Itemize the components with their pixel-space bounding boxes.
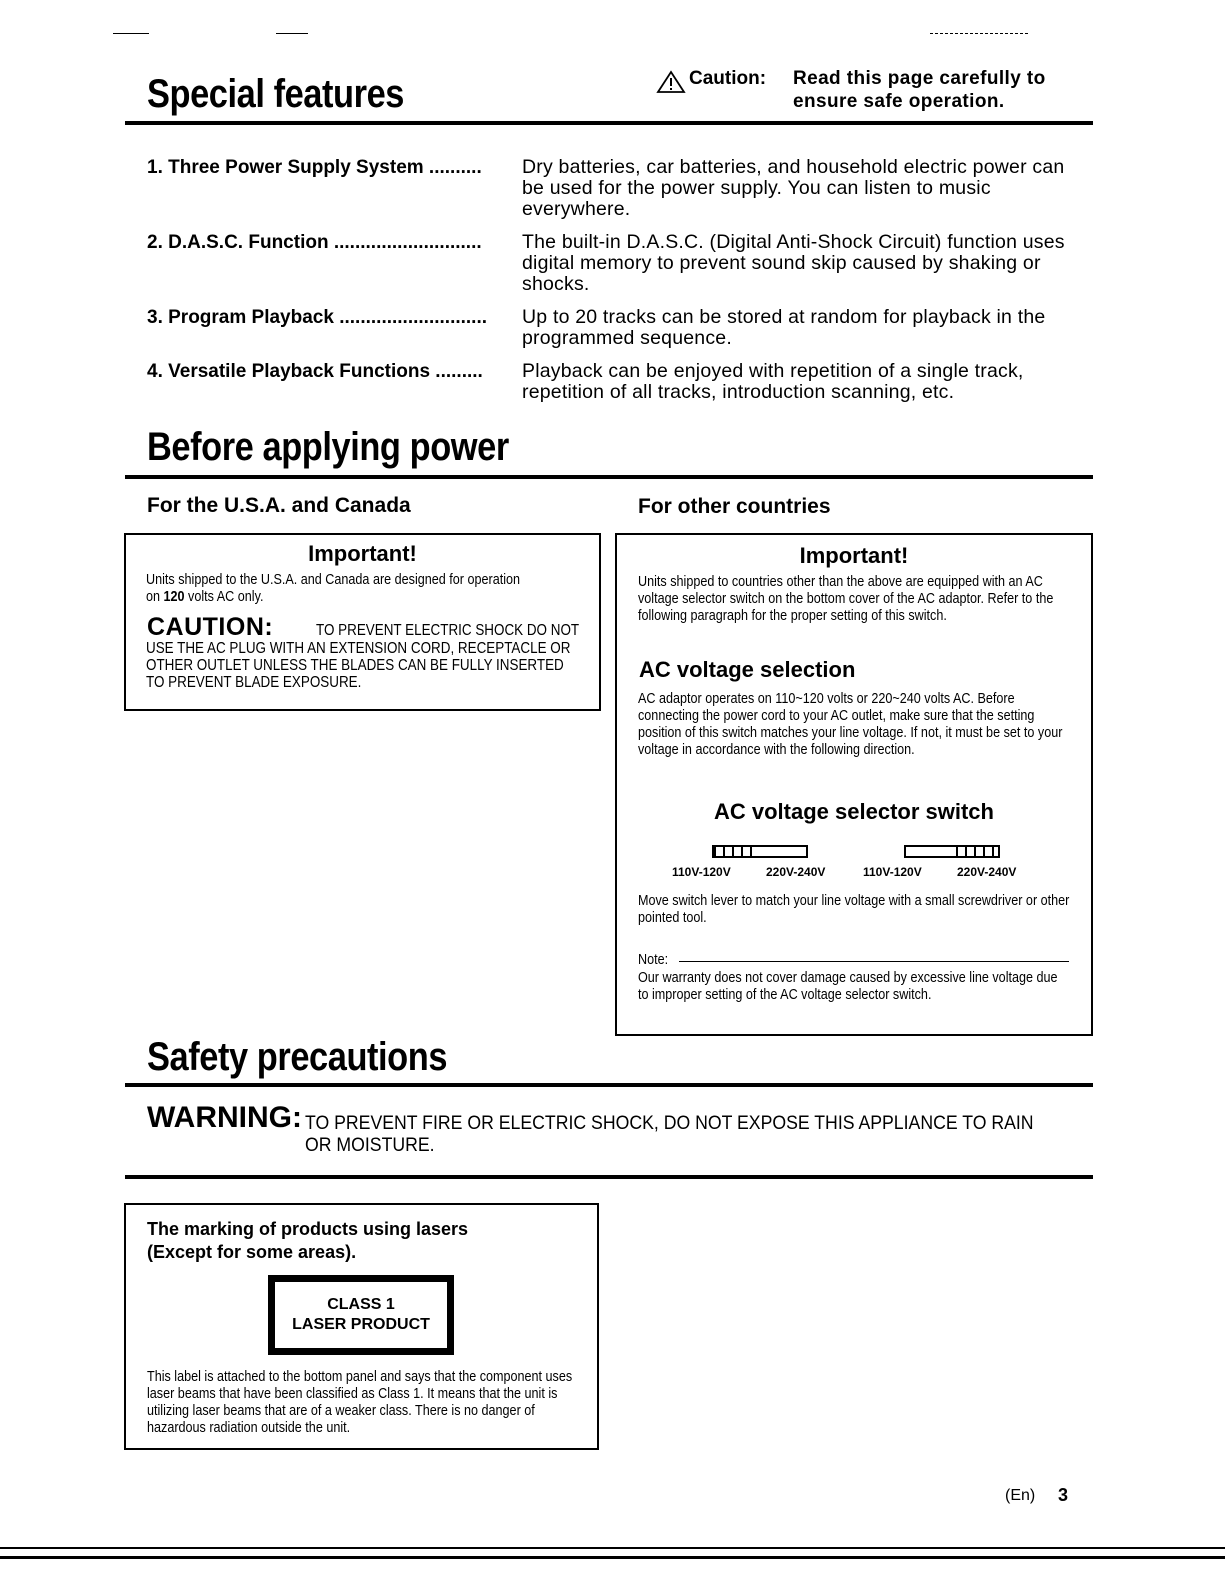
warning-rule bbox=[125, 1175, 1093, 1179]
switch-label-2: 220V-240V bbox=[766, 865, 826, 879]
laser-box bbox=[124, 1203, 599, 1450]
header-rule bbox=[125, 121, 1093, 125]
feature-title-3: 3. Program Playback ............................ bbox=[147, 307, 488, 328]
usa-text-2-post: volts AC only. bbox=[184, 588, 264, 605]
usa-caution-label: CAUTION: bbox=[147, 613, 274, 641]
safety-rule bbox=[125, 1083, 1093, 1087]
usa-text-line-1: Units shipped to the U.S.A. and Canada are designed for operation bbox=[146, 571, 521, 588]
laser-heading-2: (Except for some areas). bbox=[147, 1242, 357, 1262]
laser-label-inner bbox=[275, 1282, 447, 1348]
other-heading: For other countries bbox=[638, 495, 831, 518]
scan-mark bbox=[930, 33, 1028, 34]
usa-important-title: Important! bbox=[308, 541, 417, 566]
caution-text-2: ensure safe operation. bbox=[793, 91, 1005, 112]
feature-title-4: 4. Versatile Playback Functions ......... bbox=[147, 361, 483, 382]
usa-caution-line-1: TO PREVENT ELECTRIC SHOCK DO NOT bbox=[316, 622, 580, 639]
page-language: (En) bbox=[1005, 1487, 1036, 1504]
scan-mark bbox=[276, 33, 308, 34]
section-title-safety: Safety precautions bbox=[147, 1035, 448, 1079]
warning-label: WARNING: bbox=[147, 1101, 302, 1134]
usa-caution-line-4: TO PREVENT BLADE EXPOSURE. bbox=[146, 674, 362, 691]
laser-text: This label is attached to the bottom panel and says that the component uses laser beams that have been classified as Class 1. It means that the unit is utilizing laser beams that are of a weaker class. There is no danger of hazardous radiation outside the unit. bbox=[147, 1368, 573, 1436]
usa-caution-line-3: OTHER OUTLET UNLESS THE BLADES CAN BE FULLY INSERTED bbox=[146, 657, 564, 674]
scan-edge-bottom bbox=[0, 1556, 1225, 1559]
feature-text-4: Playback can be enjoyed with repetition of a single track, repetition of all tracks, introduction scanning, etc. bbox=[522, 360, 1024, 403]
page-number: 3 bbox=[1058, 1485, 1069, 1505]
switch-diagram-left bbox=[712, 845, 808, 858]
warning-triangle-icon bbox=[656, 70, 686, 94]
warning-line-2: OR MOISTURE. bbox=[305, 1135, 435, 1156]
caution-text-1: Read this page carefully to bbox=[793, 68, 1046, 89]
caution-label: Caution: bbox=[689, 68, 767, 89]
feature-text-3: Up to 20 tracks can be stored at random for playback in the programmed sequence. bbox=[522, 306, 1046, 349]
selector-heading: AC voltage selector switch bbox=[714, 799, 994, 824]
feature-title-1: 1. Three Power Supply System .......... bbox=[147, 157, 482, 178]
usa-heading: For the U.S.A. and Canada bbox=[147, 494, 411, 517]
feature-title-2: 2. D.A.S.C. Function ............................ bbox=[147, 232, 482, 253]
scan-edge-top bbox=[0, 1547, 1225, 1549]
switch-diagram-right bbox=[904, 845, 1000, 858]
switch-lever bbox=[714, 847, 756, 856]
scan-mark bbox=[113, 33, 149, 34]
note-rule bbox=[679, 961, 1069, 962]
page-title: Special features bbox=[147, 72, 404, 116]
switch-lever bbox=[956, 847, 998, 856]
laser-heading-1: The marking of products using lasers bbox=[147, 1219, 469, 1239]
switch-label-4: 220V-240V bbox=[957, 865, 1017, 879]
warning-line-1: TO PREVENT FIRE OR ELECTRIC SHOCK, DO NOT EXPOSE THIS APPLIANCE TO RAIN bbox=[305, 1113, 1034, 1134]
usa-text-2-volts: 120 bbox=[163, 588, 185, 605]
other-important-box bbox=[615, 533, 1093, 1036]
feature-text-2: The built-in D.A.S.C. (Digital Anti-Shock Circuit) function uses digital memory to prevent sound skip caused by shaking or shocks. bbox=[522, 231, 1065, 295]
laser-label-line-2: LASER PRODUCT bbox=[292, 1316, 430, 1333]
note-label: Note: bbox=[638, 951, 669, 968]
move-switch-text: Move switch lever to match your line voltage with a small screwdriver or other pointed tool. bbox=[638, 892, 1070, 926]
switch-label-1: 110V-120V bbox=[672, 865, 731, 879]
feature-text-1: Dry batteries, car batteries, and household electric power can be used for the power supply. You can listen to music everywhere. bbox=[522, 156, 1065, 220]
note-text: Our warranty does not cover damage caused by excessive line voltage due to improper setting of the AC voltage selector switch. bbox=[638, 969, 1058, 1003]
laser-label-line-1: CLASS 1 bbox=[327, 1296, 395, 1313]
usa-caution-line-2: USE THE AC PLUG WITH AN EXTENSION CORD, RECEPTACLE OR bbox=[146, 640, 571, 657]
usa-text-line-2 bbox=[146, 588, 600, 605]
laser-class-label bbox=[268, 1275, 454, 1355]
other-important-title: Important! bbox=[799, 543, 909, 568]
section-title-power: Before applying power bbox=[147, 425, 509, 469]
ac-voltage-text: AC adaptor operates on 110~120 volts or 220~240 volts AC. Before connecting the power cord to your AC outlet, make sure that the setting position of this switch matches your line voltage. If not, it must be set to your voltage in accordance with the following direction. bbox=[638, 690, 1063, 758]
usa-caution-rest bbox=[146, 640, 600, 691]
ac-voltage-heading: AC voltage selection bbox=[639, 657, 856, 682]
other-important-text: Units shipped to countries other than the above are equipped with an AC voltage selector switch on the bottom cover of the AC adaptor. Refer to the following paragraph for the proper setting of this switch. bbox=[638, 573, 1054, 624]
usa-important-box bbox=[124, 533, 601, 711]
usa-important-text bbox=[146, 571, 600, 605]
usa-text-2-pre: on bbox=[146, 588, 164, 605]
power-rule bbox=[125, 475, 1093, 479]
switch-label-3: 110V-120V bbox=[863, 865, 922, 879]
